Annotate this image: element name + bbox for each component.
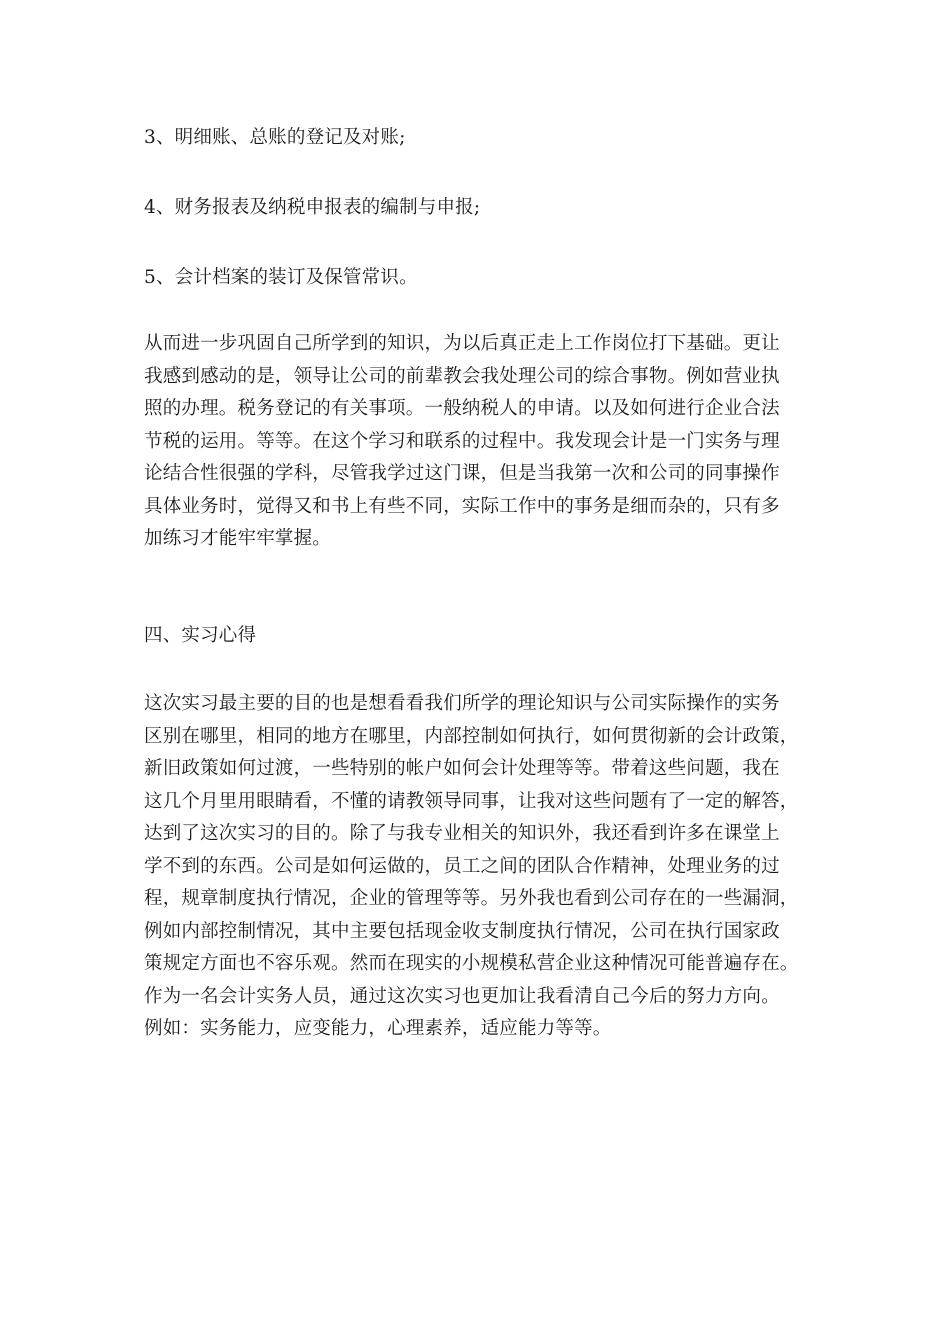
paragraph-line: 从而进一步巩固自己所学到的知识，为以后真正走上工作岗位打下基础。更让 [144, 333, 780, 354]
list-item-5 [144, 262, 808, 295]
section-heading [144, 620, 808, 653]
paragraph-line: 这几个月里用眼睛看，不懂的请教领导同事，让我对这些问题有了一定的解答， [144, 790, 799, 812]
paragraph-line: 论结合性很强的学科，尽管我学过这门课，但是当我第一次和公司的同事操作 [144, 463, 780, 484]
list-item-text: 4、财务报表及纳税申报表的编制与申报; [144, 197, 481, 218]
paragraph-line: 作为一名会计实务人员，通过这次实习也更加让我看清自己今后的努力方向。 [144, 985, 780, 1007]
paragraph-line: 我感到感动的是，领导让公司的前辈教会我处理公司的综合事物。例如营业执 [144, 365, 780, 387]
list-item-text: 5、会计档案的装订及保管常识。 [144, 267, 418, 288]
paragraph-line: 具体业务时，觉得又和书上有些不同，实际工作中的事务是细而杂的，只有多 [144, 495, 780, 517]
paragraph-knowledge [144, 328, 808, 556]
section-heading-text: 四、实习心得 [144, 625, 257, 646]
paragraph-line: 例如：实务能力，应变能力，心理素养，适应能力等等。 [144, 1018, 612, 1039]
list-item-text: 3、明细账、总账的登记及对账; [144, 127, 406, 148]
paragraph-line: 区别在哪里，相同的地方在哪里，内部控制如何执行，如何贯彻新的会计政策， [144, 725, 799, 747]
paragraph-line: 加练习才能牢牢掌握。 [144, 528, 332, 549]
paragraph-line: 例如内部控制情况，其中主要包括现金收支制度执行情况，公司在执行国家政 [144, 920, 780, 942]
paragraph-line: 学不到的东西。公司是如何运做的，员工之间的团队合作精神，处理业务的过 [144, 855, 780, 877]
paragraph-line: 节税的运用。等等。在这个学习和联系的过程中。我发现会计是一门实务与理 [144, 430, 780, 452]
list-item-4 [144, 192, 808, 225]
paragraph-line: 达到了这次实习的目的。除了与我专业相关的知识外，我还看到许多在课堂上 [144, 823, 780, 844]
paragraph-line: 照的办理。税务登记的有关事项。一般纳税人的申请。以及如何进行企业合法 [144, 398, 780, 419]
paragraph-line: 策规定方面也不容乐观。然而在现实的小规模私营企业这种情况可能普遍存在。 [144, 953, 799, 974]
paragraph-line: 程，规章制度执行情况，企业的管理等等。另外我也看到公司存在的一些漏洞， [144, 888, 799, 909]
paragraph-line: 这次实习最主要的目的也是想看看我们所学的理论知识与公司实际操作的实务 [144, 693, 780, 714]
list-item-3 [144, 122, 808, 155]
paragraph-internship-insights [144, 688, 808, 1046]
paragraph-line: 新旧政策如何过渡，一些特别的帐户如何会计处理等等。带着这些问题，我在 [144, 758, 780, 779]
